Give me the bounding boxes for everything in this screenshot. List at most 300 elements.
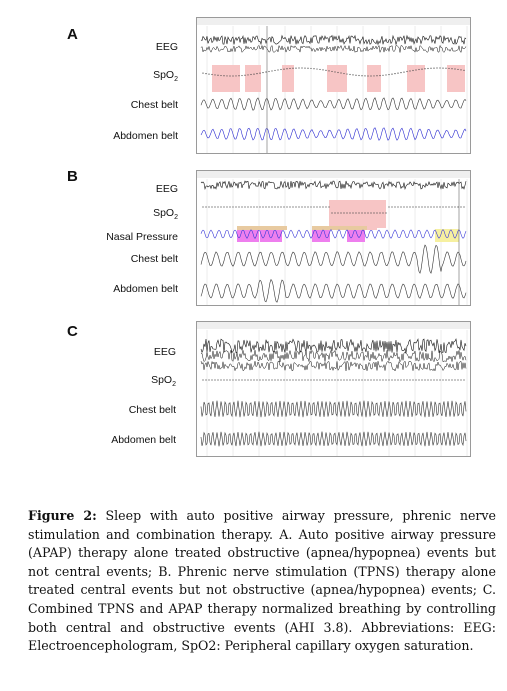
spo2-point: [448, 379, 449, 380]
panel-a-recording: [196, 17, 471, 154]
spo2-point: [403, 71, 404, 72]
spo2-point: [304, 379, 305, 380]
spo2-point: [427, 206, 428, 207]
spo2-point: [304, 206, 305, 207]
spo2-point: [322, 379, 323, 380]
spo2-point: [367, 212, 368, 213]
chest-belt-trace: [201, 401, 466, 418]
spo2-point: [244, 75, 245, 76]
spo2-point: [211, 206, 212, 207]
panel-a-spo2-label: [58, 69, 178, 83]
spo2-point: [391, 206, 392, 207]
spo2-point: [247, 206, 248, 207]
spo2-point: [319, 206, 320, 207]
spo2-point: [355, 75, 356, 76]
spo2-point: [361, 75, 362, 76]
spo2-point: [277, 379, 278, 380]
spo2-point: [424, 206, 425, 207]
spo2-point: [247, 74, 248, 75]
spo2-point: [208, 73, 209, 74]
spo2-point: [283, 206, 284, 207]
spo2-point: [211, 74, 212, 75]
spo2-point: [307, 206, 308, 207]
panel-c-eeg-label: EEG: [153, 346, 176, 358]
spo2-point: [313, 379, 314, 380]
spo2-point: [202, 206, 203, 207]
spo2-point: [301, 206, 302, 207]
spo2-point: [454, 68, 455, 69]
spo2-point: [298, 379, 299, 380]
spo2-point: [331, 71, 332, 72]
spo2-point: [280, 379, 281, 380]
respiratory-event-marker: [435, 229, 459, 242]
spo2-point: [358, 212, 359, 213]
spo2-point: [295, 206, 296, 207]
spo2-point: [253, 206, 254, 207]
spo2-point: [337, 379, 338, 380]
spo2-point: [379, 75, 380, 76]
spo2-point: [454, 379, 455, 380]
spo2-point: [226, 75, 227, 76]
panel-a-letter: A: [67, 26, 78, 43]
spo2-point: [421, 206, 422, 207]
spo2-point: [346, 73, 347, 74]
spo2-point: [292, 206, 293, 207]
spo2-point: [388, 206, 389, 207]
spo2-point: [205, 379, 206, 380]
desaturation-band: [329, 200, 377, 230]
spo2-point: [325, 206, 326, 207]
spo2-point: [430, 379, 431, 380]
spo2-point: [406, 71, 407, 72]
spo2-point: [433, 379, 434, 380]
figure-caption-text: Sleep with auto positive airway pressure, phrenic nerve stimulation and combination therapy. A. Auto positive airway pressure (APAP) therapy alone treated obstructive (apnea/hypopnea) events but not central events; B. Phrenic nerve stimulation (TPNS) therapy alone treated central events but not obstructive (apnea/hypopnea) events; C. Combined TPNS and APAP therapy normalized breathing by controlling both central and obstructive events (AHI 3.8). Abbreviations: EEG: Electroencephologram, SpO2: Peripheral capillary oxygen saturation.: [28, 508, 496, 654]
spo2-point: [391, 74, 392, 75]
spo2-point: [307, 379, 308, 380]
spo2-point: [415, 379, 416, 380]
spo2-point: [388, 74, 389, 75]
spo2-point: [298, 67, 299, 68]
spo2-point: [298, 206, 299, 207]
spo2-point: [427, 68, 428, 69]
spo2-point: [451, 206, 452, 207]
spo2-point: [460, 69, 461, 70]
panel-c-recording: [196, 321, 471, 457]
spo2-point: [412, 206, 413, 207]
panel-c-spo2-sub: 2: [172, 381, 176, 389]
spo2-point: [295, 67, 296, 68]
spo2-point: [400, 379, 401, 380]
panel-b-traces: [197, 171, 470, 305]
spo2-point: [442, 206, 443, 207]
spo2-point: [337, 212, 338, 213]
spo2-point: [340, 379, 341, 380]
spo2-point: [238, 75, 239, 76]
spo2-point: [397, 73, 398, 74]
spo2-point: [436, 206, 437, 207]
spo2-point: [307, 68, 308, 69]
spo2-point: [358, 75, 359, 76]
spo2-point: [310, 379, 311, 380]
spo2-point: [433, 206, 434, 207]
panel-c-spo2-text: SpO: [151, 374, 173, 386]
spo2-point: [232, 379, 233, 380]
spo2-point: [463, 379, 464, 380]
spo2-point: [463, 70, 464, 71]
panel-c-abdomen-label: Abdomen belt: [111, 434, 176, 446]
spo2-point: [235, 379, 236, 380]
spo2-point: [460, 379, 461, 380]
spo2-point: [334, 71, 335, 72]
spo2-point: [256, 379, 257, 380]
spo2-point: [313, 206, 314, 207]
event-header-marker: [237, 226, 287, 230]
panel-header-bar: [197, 322, 470, 329]
spo2-point: [457, 379, 458, 380]
panel-b-nasal-label: Nasal Pressure: [106, 231, 178, 243]
spo2-point: [418, 206, 419, 207]
spo2-point: [214, 74, 215, 75]
spo2-point: [277, 206, 278, 207]
spo2-point: [382, 379, 383, 380]
spo2-point: [334, 379, 335, 380]
figure-caption-label: Figure 2:: [28, 508, 97, 523]
eeg-trace-2: [201, 350, 466, 362]
spo2-point: [436, 67, 437, 68]
spo2-point: [370, 75, 371, 76]
spo2-point: [268, 71, 269, 72]
spo2-point: [451, 68, 452, 69]
panel-b-chest-label: Chest belt: [130, 253, 178, 265]
spo2-point: [205, 73, 206, 74]
spo2-point: [214, 206, 215, 207]
spo2-point: [415, 69, 416, 70]
spo2-point: [373, 212, 374, 213]
panel-a-chest-label: Chest belt: [130, 99, 178, 111]
spo2-point: [232, 206, 233, 207]
spo2-point: [409, 379, 410, 380]
spo2-point: [397, 379, 398, 380]
spo2-point: [367, 75, 368, 76]
spo2-point: [385, 212, 386, 213]
spo2-point: [253, 73, 254, 74]
spo2-point: [202, 379, 203, 380]
spo2-point: [352, 74, 353, 75]
spo2-point: [223, 379, 224, 380]
spo2-point: [331, 379, 332, 380]
spo2-point: [241, 75, 242, 76]
spo2-point: [379, 212, 380, 213]
abdomen-belt-trace: [201, 432, 466, 447]
spo2-point: [316, 68, 317, 69]
spo2-point: [442, 67, 443, 68]
eeg-trace: [201, 339, 466, 353]
spo2-point: [271, 206, 272, 207]
desaturation-band: [367, 65, 381, 92]
spo2-point: [217, 75, 218, 76]
panel-a-traces: [197, 18, 470, 153]
panel-a-spo2-sub: 2: [174, 76, 178, 84]
spo2-point: [265, 71, 266, 72]
spo2-point: [259, 72, 260, 73]
spo2-point: [376, 212, 377, 213]
spo2-point: [262, 72, 263, 73]
spo2-point: [355, 212, 356, 213]
spo2-point: [394, 206, 395, 207]
respiratory-event-marker: [312, 229, 330, 242]
spo2-point: [259, 206, 260, 207]
panel-a-abdomen-label: Abdomen belt: [113, 130, 178, 142]
spo2-point: [337, 72, 338, 73]
spo2-point: [346, 212, 347, 213]
panel-c-chest-label: Chest belt: [128, 404, 176, 416]
spo2-point: [280, 69, 281, 70]
spo2-point: [412, 70, 413, 71]
abdomen-belt-trace: [201, 128, 466, 141]
spo2-point: [424, 68, 425, 69]
panel-b-eeg-label: EEG: [155, 183, 178, 195]
spo2-point: [205, 206, 206, 207]
spo2-point: [439, 206, 440, 207]
spo2-point: [259, 379, 260, 380]
spo2-point: [376, 75, 377, 76]
desaturation-band: [372, 200, 386, 228]
chest-belt-trace: [201, 98, 466, 111]
spo2-point: [439, 379, 440, 380]
spo2-point: [349, 212, 350, 213]
spo2-point: [295, 379, 296, 380]
chest-belt-trace: [201, 245, 466, 273]
spo2-point: [340, 212, 341, 213]
spo2-point: [400, 72, 401, 73]
eeg-trace-2: [201, 46, 466, 53]
spo2-point: [433, 67, 434, 68]
spo2-point: [223, 206, 224, 207]
spo2-point: [253, 379, 254, 380]
spo2-point: [223, 75, 224, 76]
panel-b-letter: B: [67, 168, 78, 185]
spo2-point: [247, 379, 248, 380]
spo2-point: [352, 379, 353, 380]
spo2-point: [361, 212, 362, 213]
panel-header-bar: [197, 171, 470, 178]
spo2-point: [301, 379, 302, 380]
spo2-point: [352, 212, 353, 213]
spo2-point: [448, 206, 449, 207]
spo2-point: [334, 212, 335, 213]
eeg-trace: [201, 36, 466, 45]
spo2-point: [439, 67, 440, 68]
spo2-point: [388, 379, 389, 380]
spo2-point: [328, 70, 329, 71]
spo2-point: [445, 206, 446, 207]
spo2-point: [319, 379, 320, 380]
spo2-point: [283, 68, 284, 69]
spo2-point: [301, 67, 302, 68]
respiratory-event-marker: [260, 229, 282, 242]
spo2-point: [361, 379, 362, 380]
spo2-point: [268, 379, 269, 380]
spo2-point: [250, 206, 251, 207]
spo2-point: [286, 379, 287, 380]
spo2-point: [211, 379, 212, 380]
panel-b-spo2-sub: 2: [174, 214, 178, 222]
spo2-point: [382, 75, 383, 76]
spo2-point: [385, 379, 386, 380]
spo2-point: [418, 379, 419, 380]
spo2-point: [430, 206, 431, 207]
spo2-point: [274, 379, 275, 380]
spo2-point: [463, 206, 464, 207]
spo2-point: [304, 67, 305, 68]
spo2-point: [358, 379, 359, 380]
spo2-point: [292, 379, 293, 380]
desaturation-band: [245, 65, 261, 92]
spo2-point: [310, 206, 311, 207]
spo2-point: [214, 379, 215, 380]
spo2-point: [208, 206, 209, 207]
spo2-point: [409, 206, 410, 207]
spo2-point: [364, 379, 365, 380]
spo2-point: [277, 69, 278, 70]
spo2-point: [265, 379, 266, 380]
panel-b-spo2-label: [58, 207, 178, 221]
spo2-point: [445, 68, 446, 69]
spo2-point: [436, 379, 437, 380]
spo2-point: [346, 379, 347, 380]
spo2-point: [403, 206, 404, 207]
spo2-point: [373, 379, 374, 380]
spo2-point: [316, 206, 317, 207]
spo2-point: [241, 379, 242, 380]
spo2-point: [235, 75, 236, 76]
spo2-point: [226, 379, 227, 380]
spo2-point: [229, 206, 230, 207]
spo2-point: [367, 379, 368, 380]
spo2-point: [460, 206, 461, 207]
spo2-point: [274, 70, 275, 71]
panel-a-spo2-text: SpO: [153, 69, 175, 81]
spo2-point: [418, 69, 419, 70]
spo2-point: [364, 75, 365, 76]
spo2-point: [256, 206, 257, 207]
spo2-point: [397, 206, 398, 207]
eeg-trace-3: [201, 361, 466, 371]
spo2-point: [421, 69, 422, 70]
spo2-point: [217, 206, 218, 207]
spo2-point: [322, 206, 323, 207]
spo2-point: [286, 206, 287, 207]
panel-b-spo2-text: SpO: [153, 207, 175, 219]
abdomen-belt-trace: [201, 280, 466, 303]
spo2-point: [220, 379, 221, 380]
spo2-point: [262, 379, 263, 380]
spo2-point: [217, 379, 218, 380]
spo2-point: [325, 379, 326, 380]
panel-b-recording: [196, 170, 471, 306]
spo2-point: [202, 72, 203, 73]
spo2-point: [229, 75, 230, 76]
spo2-point: [328, 379, 329, 380]
spo2-point: [262, 206, 263, 207]
spo2-point: [343, 379, 344, 380]
spo2-point: [235, 206, 236, 207]
spo2-point: [229, 379, 230, 380]
spo2-point: [280, 206, 281, 207]
spo2-point: [292, 68, 293, 69]
spo2-point: [379, 379, 380, 380]
spo2-point: [289, 206, 290, 207]
spo2-point: [349, 379, 350, 380]
spo2-point: [220, 206, 221, 207]
spo2-point: [349, 74, 350, 75]
spo2-point: [382, 212, 383, 213]
spo2-point: [391, 379, 392, 380]
spo2-point: [370, 212, 371, 213]
spo2-point: [244, 379, 245, 380]
spo2-point: [286, 68, 287, 69]
spo2-point: [289, 68, 290, 69]
spo2-point: [415, 206, 416, 207]
spo2-point: [250, 379, 251, 380]
desaturation-band: [327, 65, 347, 92]
spo2-point: [208, 379, 209, 380]
spo2-point: [226, 206, 227, 207]
eeg-trace: [201, 181, 466, 189]
event-header-marker: [312, 226, 367, 230]
spo2-point: [409, 70, 410, 71]
spo2-point: [412, 379, 413, 380]
spo2-point: [448, 68, 449, 69]
spo2-point: [430, 68, 431, 69]
spo2-point: [406, 206, 407, 207]
spo2-point: [274, 206, 275, 207]
spo2-point: [364, 212, 365, 213]
desaturation-band: [447, 65, 465, 92]
spo2-point: [328, 206, 329, 207]
spo2-point: [355, 379, 356, 380]
panel-c-traces: [197, 322, 470, 456]
spo2-point: [271, 379, 272, 380]
spo2-point: [442, 379, 443, 380]
spo2-point: [373, 75, 374, 76]
spo2-point: [232, 75, 233, 76]
spo2-point: [319, 69, 320, 70]
spo2-point: [220, 75, 221, 76]
spo2-point: [403, 379, 404, 380]
panel-b-abdomen-label: Abdomen belt: [113, 283, 178, 295]
desaturation-band: [212, 65, 240, 92]
spo2-point: [451, 379, 452, 380]
spo2-point: [238, 379, 239, 380]
spo2-point: [289, 379, 290, 380]
spo2-point: [271, 70, 272, 71]
spo2-point: [400, 206, 401, 207]
spo2-point: [256, 73, 257, 74]
spo2-point: [268, 206, 269, 207]
spo2-point: [394, 379, 395, 380]
spo2-point: [385, 74, 386, 75]
spo2-point: [238, 206, 239, 207]
spo2-point: [325, 70, 326, 71]
spo2-point: [445, 379, 446, 380]
spo2-point: [343, 212, 344, 213]
spo2-point: [322, 69, 323, 70]
spo2-point: [457, 69, 458, 70]
spo2-point: [343, 73, 344, 74]
spo2-point: [283, 379, 284, 380]
spo2-point: [424, 379, 425, 380]
